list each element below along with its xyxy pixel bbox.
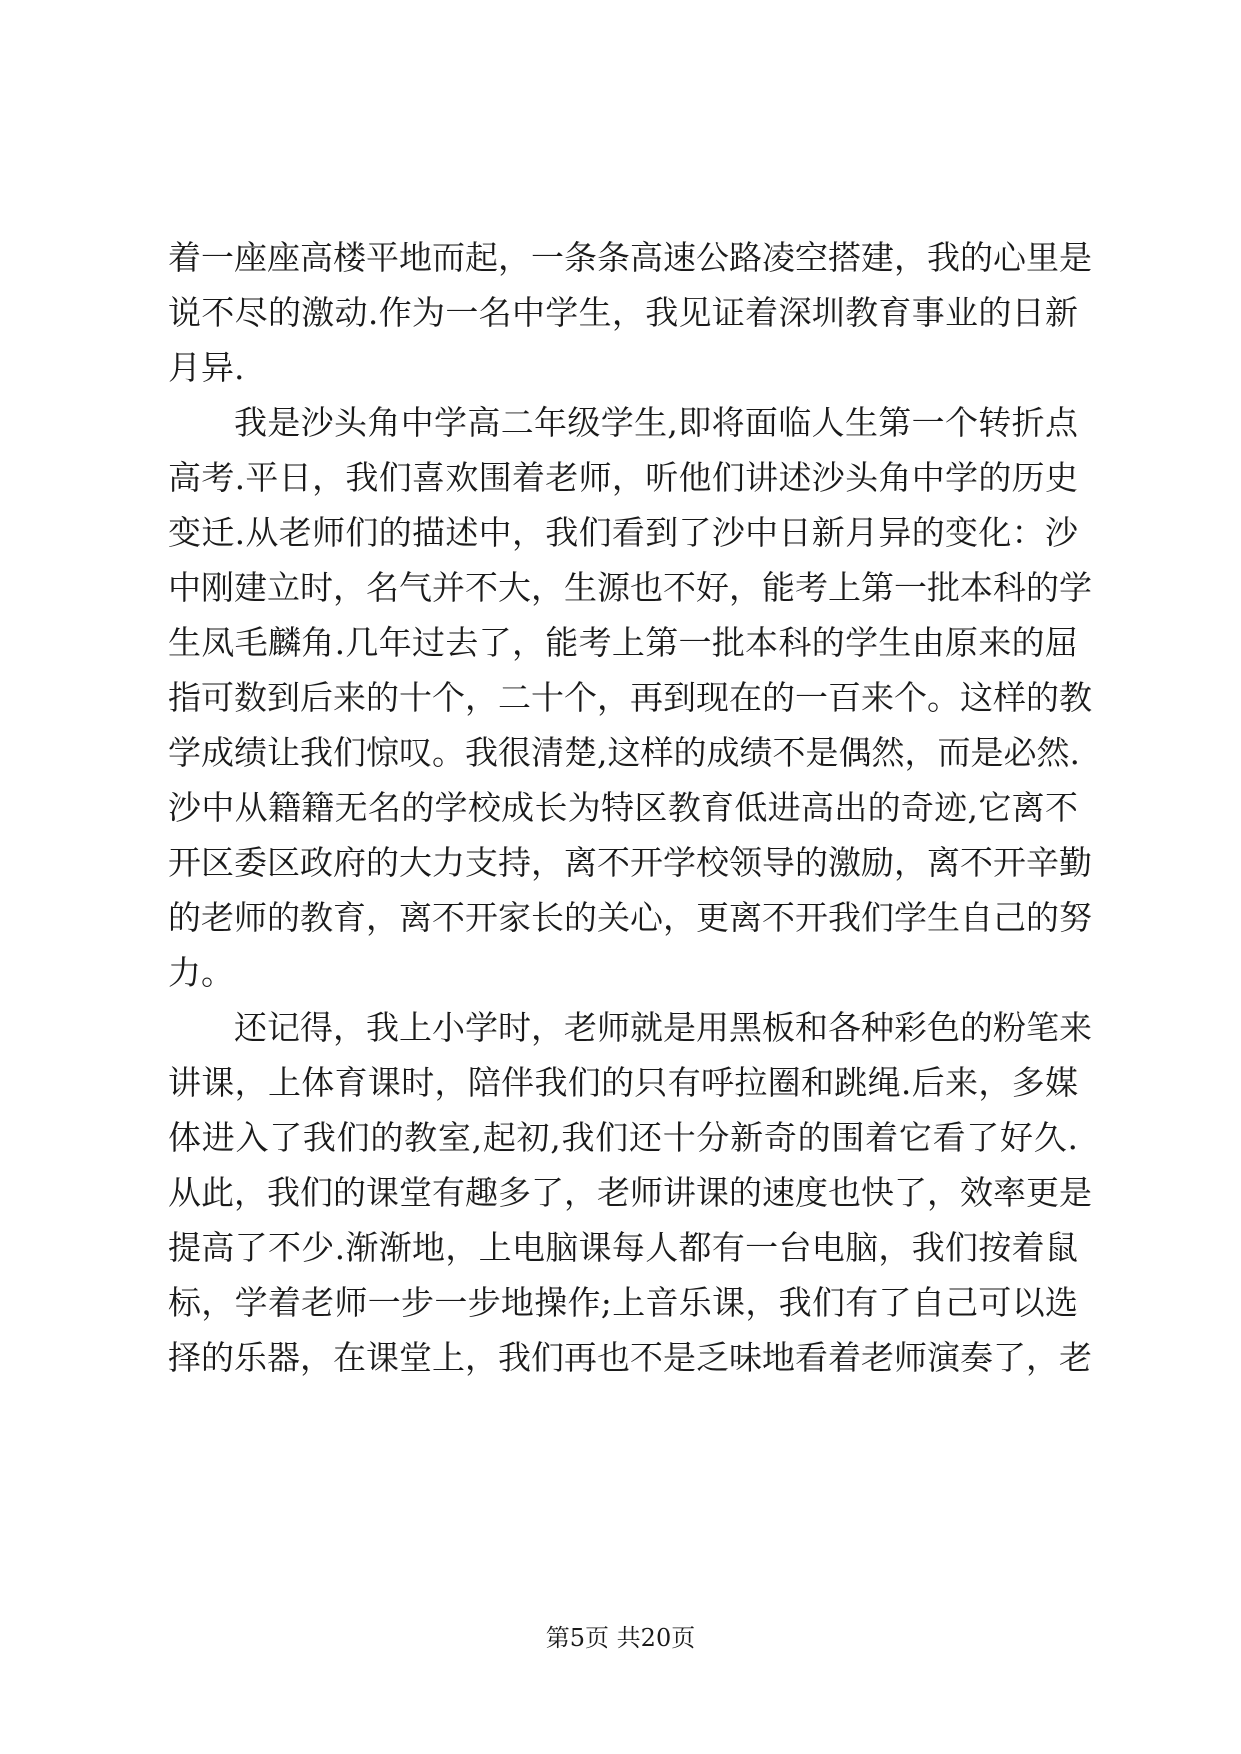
text-line: 提高了不少.渐渐地，上电脑课每人都有一台电脑，我们按着鼠 bbox=[168, 1228, 1078, 1267]
text-line: 的老师的教育，离不开家长的关心，更离不开我们学生自己的努 bbox=[168, 898, 1092, 937]
text-line: 学成绩让我们惊叹。我很清楚,这样的成绩不是偶然，而是必然. bbox=[168, 733, 1080, 772]
paragraph bbox=[168, 230, 1092, 395]
paragraph bbox=[168, 1000, 1092, 1385]
text-line: 体进入了我们的教室,起初,我们还十分新奇的围着它看了好久. bbox=[168, 1118, 1078, 1157]
text-line: 择的乐器，在课堂上，我们再也不是乏味地看着老师演奏了，老 bbox=[168, 1338, 1092, 1377]
text-line: 着一座座高楼平地而起，一条条高速公路凌空搭建，我的心里是 bbox=[168, 238, 1092, 277]
text-line: 讲课，上体育课时，陪伴我们的只有呼拉圈和跳绳.后来，多媒 bbox=[168, 1063, 1078, 1102]
text-line: 指可数到后来的十个，二十个，再到现在的一百来个。这样的教 bbox=[168, 678, 1092, 717]
text-line: 开区委区政府的大力支持，离不开学校领导的激励，离不开辛勤 bbox=[168, 843, 1092, 882]
paragraph bbox=[168, 395, 1092, 1000]
text-line: 还记得，我上小学时，老师就是用黑板和各种彩色的粉笔来 bbox=[234, 1008, 1092, 1047]
text-line: 力。 bbox=[168, 953, 234, 992]
text-line: 中刚建立时，名气并不大，生源也不好，能考上第一批本科的学 bbox=[168, 568, 1092, 607]
text-line: 从此，我们的课堂有趣多了，老师讲课的速度也快了，效率更是 bbox=[168, 1173, 1092, 1212]
text-line: 生凤毛麟角.几年过去了，能考上第一批本科的学生由原来的屈 bbox=[168, 623, 1078, 662]
text-line: 变迁.从老师们的描述中，我们看到了沙中日新月异的变化：沙 bbox=[168, 513, 1078, 552]
text-line: 沙中从籍籍无名的学校成长为特区教育低进高出的奇迹,它离不 bbox=[168, 788, 1078, 827]
text-line: 高考.平日，我们喜欢围着老师，听他们讲述沙头角中学的历史 bbox=[168, 458, 1078, 497]
text-line: 月异. bbox=[168, 348, 245, 387]
text-line: 标，学着老师一步一步地操作;上音乐课，我们有了自己可以选 bbox=[168, 1283, 1078, 1322]
text-line: 说不尽的激动.作为一名中学生，我见证着深圳教育事业的日新 bbox=[168, 293, 1078, 332]
text-line: 我是沙头角中学高二年级学生,即将面临人生第一个转折点 bbox=[234, 403, 1078, 442]
page-number-footer: 第5页 共20页 bbox=[545, 1624, 696, 1652]
body-text bbox=[168, 230, 1092, 1385]
